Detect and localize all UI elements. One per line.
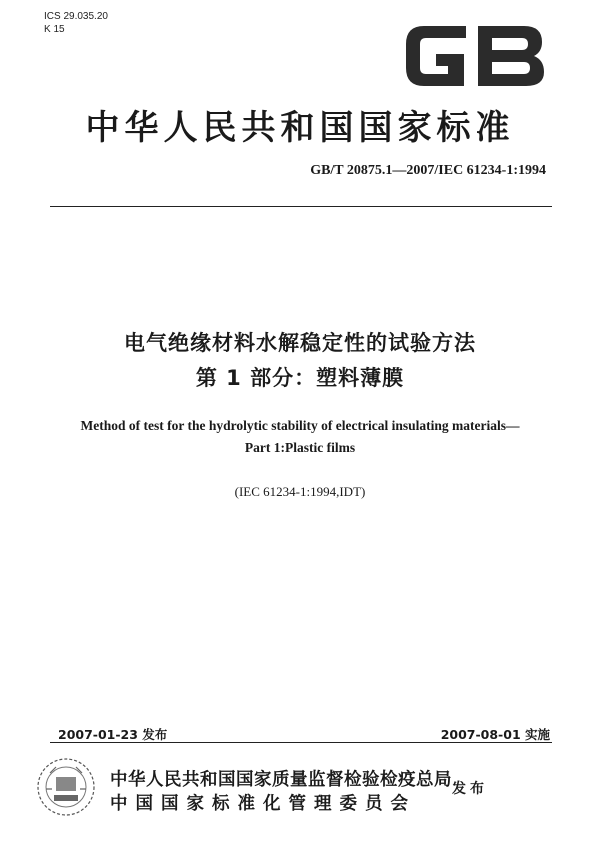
standard-type-heading: 中华人民共和国国家标准 [85, 108, 515, 148]
ics-code: ICS 29.035.20 [44, 11, 108, 22]
implementation-date: 2007-08-01 实施 [440, 727, 550, 742]
title-chinese-line2: 第 1 部分：塑料薄膜 [195, 366, 405, 390]
seal-emblem [34, 755, 98, 819]
classification-codes [44, 10, 108, 36]
publish-label: 发布 [452, 781, 488, 797]
gb-logo [400, 18, 550, 94]
header-divider [50, 206, 552, 207]
issue-date: 2007-01-23 发布 [58, 727, 168, 742]
issuer-line1: 中华人民共和国国家质量监督检验检疫总局 [110, 770, 452, 790]
adoption-statement: (IEC 61234-1:1994,IDT) [234, 484, 366, 499]
title-english-line2: Part 1:Plastic films [244, 440, 356, 455]
standard-number: GB/T 20875.1—2007/IEC 61234-1:1994 [310, 163, 546, 178]
issuer-line2: 中国国家标准化管理委员会 [110, 794, 416, 814]
title-chinese-line1: 电气绝缘材料水解稳定性的试验方法 [124, 331, 476, 355]
title-english-line1: Method of test for the hydrolytic stability of electrical insulating materials— [80, 418, 520, 433]
class-code: K 15 [44, 24, 65, 35]
footer-divider [50, 742, 552, 743]
